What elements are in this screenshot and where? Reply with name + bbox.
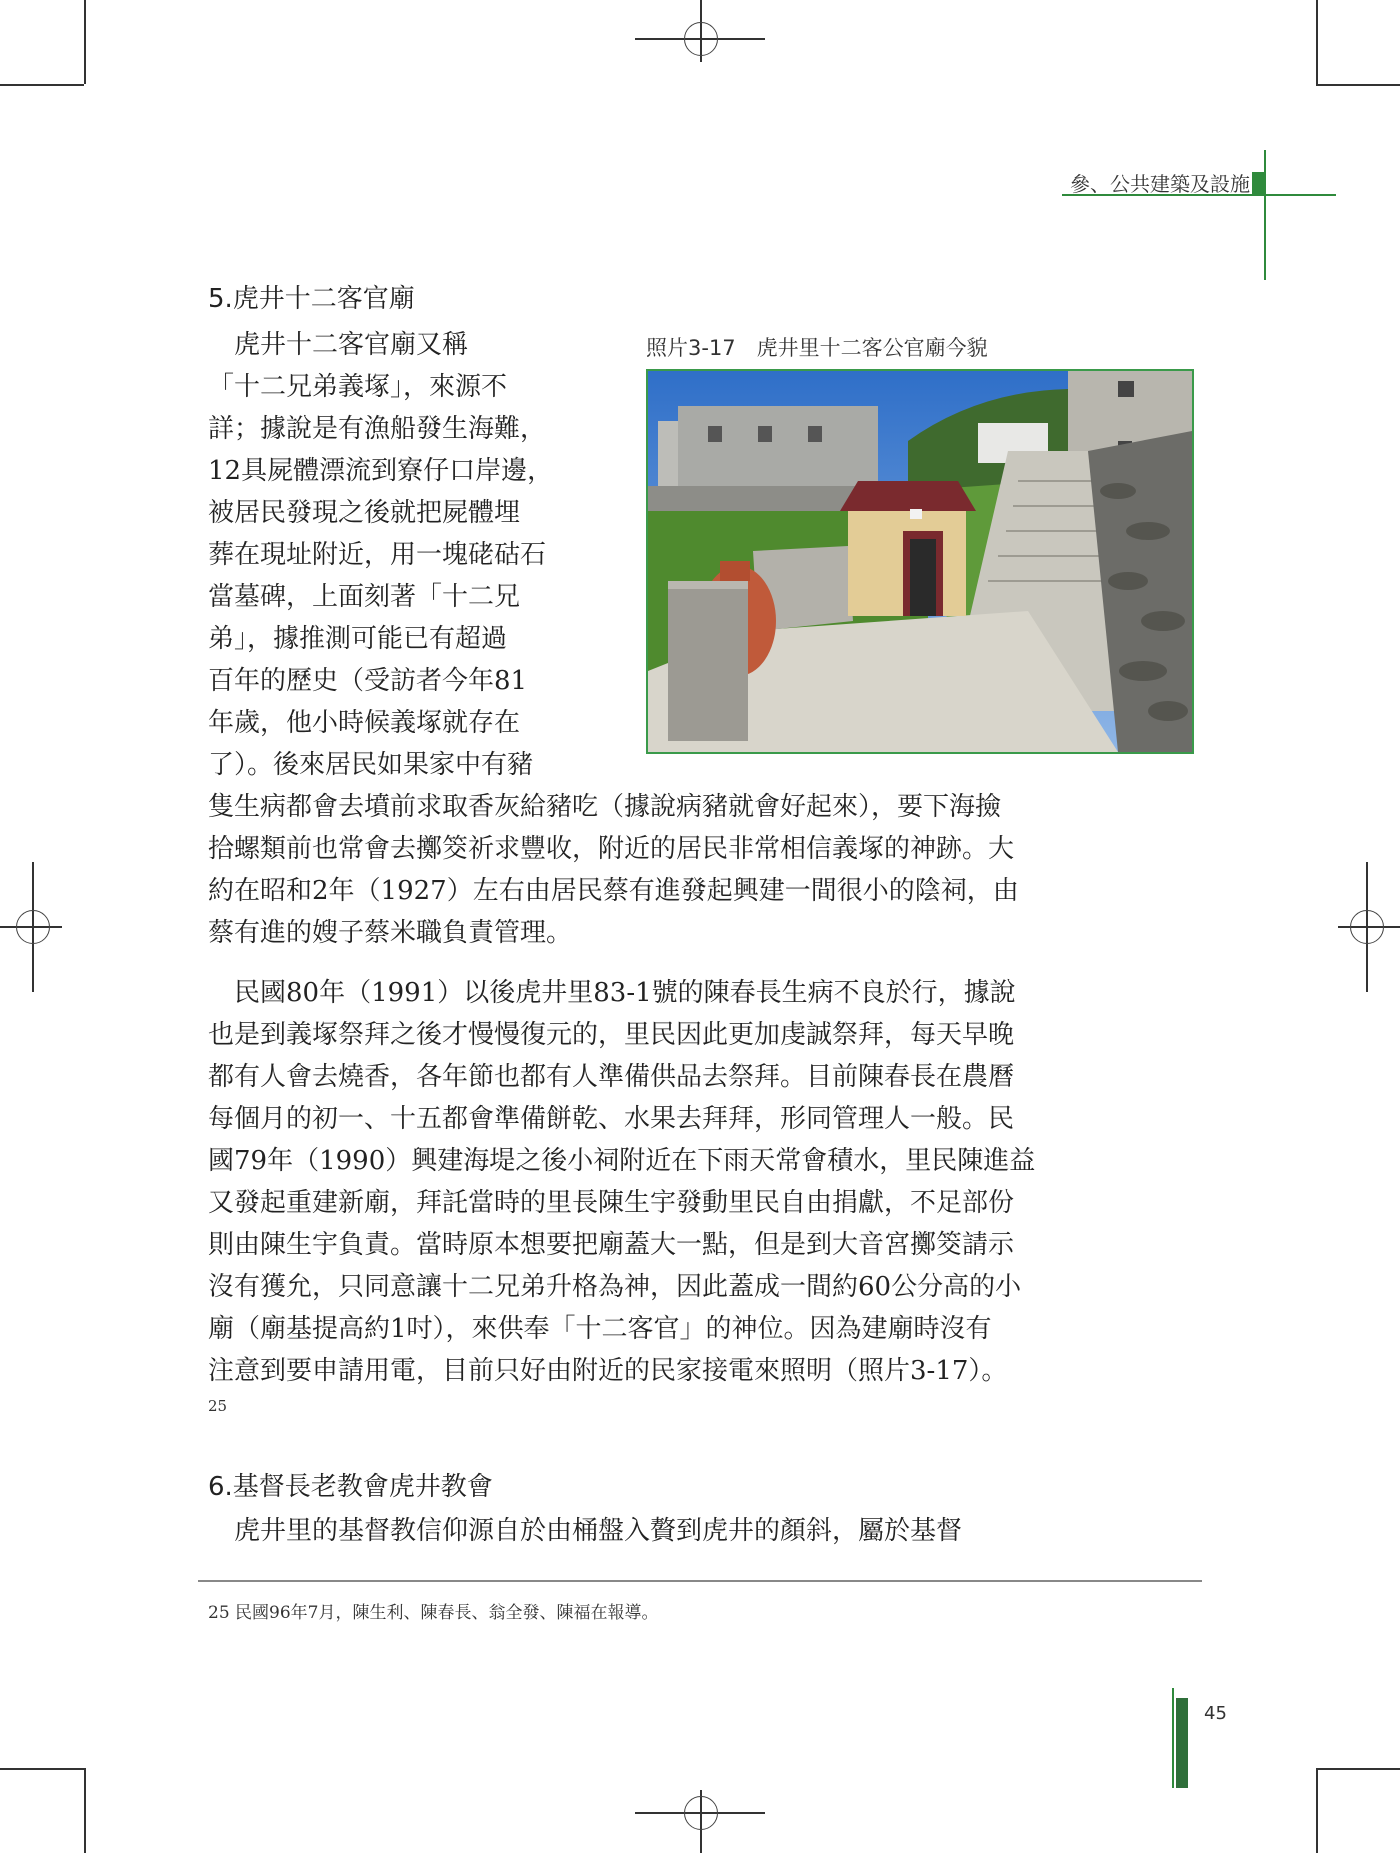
header-marker xyxy=(1252,172,1264,194)
text-line: 「十二兄弟義塚」，來源不 xyxy=(208,372,508,402)
text-line: 百年的歷史（受訪者今年81 xyxy=(208,666,528,696)
text-line: 隻生病都會去墳前求取香灰給豬吃（據說病豬就會好起來），要下海撿 xyxy=(208,792,1002,822)
registration-circle xyxy=(684,22,718,56)
text-line: 年歲，他小時候義塚就存在 xyxy=(208,708,521,738)
registration-circle xyxy=(684,1796,718,1830)
crop-mark xyxy=(84,0,86,84)
text-line: 注意到要申請用電，目前只好由附近的民家接電來照明（照片3-17）。 xyxy=(208,1356,1008,1386)
temple-photo-image xyxy=(648,371,1192,752)
text-line: 又發起重建新廟，拜託當時的里長陳生宇發動里民自由捐獻，不足部份 xyxy=(208,1188,1015,1218)
section-title-6: 6.基督長老教會虎井教會 xyxy=(208,1472,493,1502)
text-line: 蔡有進的嫂子蔡米職負責管理。 xyxy=(208,918,573,948)
crop-mark xyxy=(1316,0,1318,84)
text-line: 被居民發現之後就把屍體埋 xyxy=(208,498,521,528)
text-line: 也是到義塚祭拜之後才慢慢復元的，里民因此更加虔誠祭拜，每天早晚 xyxy=(208,1020,1015,1050)
footnote-marker: 25 xyxy=(208,1397,228,1415)
crop-mark xyxy=(0,84,84,86)
text-line: 拾螺類前也常會去擲筊祈求豐收，附近的居民非常相信義塚的神跡。大 xyxy=(208,834,1015,864)
section-title-5: 5.虎井十二客官廟 xyxy=(208,284,415,314)
text-line: 當墓碑，上面刻著「十二兄 xyxy=(208,582,521,612)
registration-circle xyxy=(1350,910,1384,944)
crop-mark xyxy=(84,1768,86,1853)
text-line: 每個月的初一、十五都會準備餅乾、水果去拜拜，形同管理人一般。民 xyxy=(208,1104,1015,1134)
text-line: 葬在現址附近，用一塊硓𥑮石 xyxy=(208,540,547,570)
footnote-rule xyxy=(198,1580,1202,1582)
registration-circle xyxy=(16,910,50,944)
crop-mark xyxy=(1316,1768,1318,1853)
crop-mark xyxy=(1316,1768,1400,1770)
text-line: 民國80年（1991）以後虎井里83-1號的陳春長生病不良於行，據說 xyxy=(208,978,1016,1008)
text-line: 都有人會去燒香，各年節也都有人準備供品去祭拜。目前陳春長在農曆 xyxy=(208,1062,1015,1092)
text-line: 虎井十二客官廟又稱 xyxy=(208,330,469,360)
page-number-bar xyxy=(1176,1698,1188,1788)
text-line: 虎井里的基督教信仰源自於由桶盤入贅到虎井的顏斜，屬於基督 xyxy=(208,1516,963,1546)
footnote-text: 25 民國96年7月，陳生利、陳春長、翁全發、陳福在報導。 xyxy=(208,1603,659,1623)
text-line: 弟」，據推測可能已有超過 xyxy=(208,624,508,654)
text-line: 沒有獲允，只同意讓十二兄弟升格為神，因此蓋成一間約60公分高的小 xyxy=(208,1272,1022,1302)
header-vertical-rule xyxy=(1264,150,1266,280)
page-number-rule xyxy=(1172,1688,1174,1788)
temple-photo xyxy=(646,369,1194,754)
text-line: 廟（廟基提高約1吋），來供奉「十二客官」的神位。因為建廟時沒有 xyxy=(208,1314,992,1344)
text-line: 詳；據說是有漁船發生海難， xyxy=(208,414,547,444)
text-line: 約在昭和2年（1927）左右由居民蔡有進發起興建一間很小的陰祠，由 xyxy=(208,876,1019,906)
text-line: 了）。後來居民如果家中有豬 xyxy=(208,750,534,780)
text-line: 12具屍體漂流到寮仔口岸邊， xyxy=(208,456,554,486)
text-line: 則由陳生宇負責。當時原本想要把廟蓋大一點，但是到大音宮擲筊請示 xyxy=(208,1230,1015,1260)
chapter-title: 參、公共建築及設施 xyxy=(1070,172,1250,196)
crop-mark xyxy=(0,1768,84,1770)
text-line: 國79年（1990）興建海堤之後小祠附近在下雨天常會積水，里民陳進益 xyxy=(208,1146,1036,1176)
photo-caption: 照片3-17 虎井里十二客公官廟今貌 xyxy=(646,336,988,360)
crop-mark xyxy=(1316,84,1400,86)
page-number: 45 xyxy=(1204,1703,1227,1724)
